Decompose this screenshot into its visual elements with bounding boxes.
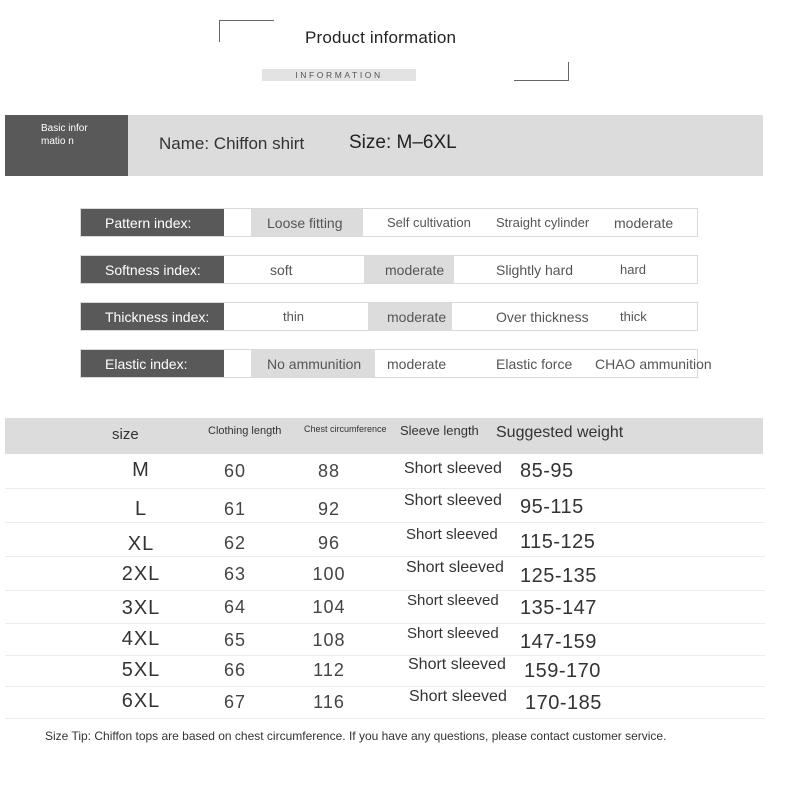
elastic-index-label: Elastic index: <box>81 350 224 377</box>
table-row-length: 62 <box>223 533 247 553</box>
header-clothing-length: Clothing length <box>208 425 282 437</box>
table-row-weight: 95-115 <box>520 496 584 518</box>
table-row-length: 63 <box>223 564 247 584</box>
table-row-chest: 104 <box>312 597 346 617</box>
softness-option-slightly-hard: Slightly hard <box>496 261 574 278</box>
page-subtitle: INFORMATION <box>262 69 416 81</box>
table-row-size: 5XL <box>121 659 161 681</box>
table-row-size: 3XL <box>121 597 161 619</box>
header-size: size <box>112 426 139 443</box>
table-row-weight: 159-170 <box>524 660 601 682</box>
softness-option-hard: hard <box>620 262 647 277</box>
basic-info-tag <box>5 115 128 176</box>
table-row-chest: 108 <box>312 630 346 650</box>
header-sleeve-length: Sleeve length <box>400 423 479 438</box>
table-row-size: M <box>132 459 150 481</box>
row-divider <box>5 556 765 557</box>
table-row-weight: 115-125 <box>520 531 596 553</box>
table-row-chest: 92 <box>317 499 341 519</box>
elastic-option-chao-ammunition: CHAO ammunition <box>595 355 712 372</box>
row-divider <box>5 488 765 489</box>
elastic-option-elastic-force: Elastic force <box>496 355 573 372</box>
table-row-length: 67 <box>223 692 247 712</box>
pattern-option-moderate: moderate <box>614 214 674 231</box>
product-size-range: Size: M–6XL <box>349 132 457 153</box>
thickness-option-thin: thin <box>283 309 304 324</box>
table-row-sleeve: Short sleeved <box>407 592 499 609</box>
row-divider <box>5 686 765 687</box>
thickness-option-over-thickness: Over thickness <box>496 308 589 325</box>
pattern-index-label: Pattern index: <box>81 209 224 236</box>
table-row-size: 2XL <box>121 563 161 585</box>
pattern-option-straight-cylinder: Straight cylinder <box>496 215 590 230</box>
row-divider <box>5 655 765 656</box>
header-corner-bottom-right <box>514 62 569 81</box>
pattern-option-loose-fitting: Loose fitting <box>251 209 363 236</box>
softness-option-moderate: moderate <box>364 256 454 283</box>
table-row-chest: 112 <box>313 660 345 680</box>
row-divider <box>5 590 765 591</box>
table-row-sleeve: Short sleeved <box>406 559 504 576</box>
table-row-weight: 85-95 <box>520 460 574 482</box>
table-row-sleeve: Short sleeved <box>404 460 502 477</box>
product-name: Name: Chiffon shirt <box>159 134 305 153</box>
table-row-chest: 100 <box>312 564 346 584</box>
table-row-sleeve: Short sleeved <box>407 625 499 642</box>
softness-index-label: Softness index: <box>81 256 224 283</box>
page-title: Product information <box>305 28 457 47</box>
softness-option-soft: soft <box>270 261 293 278</box>
header-suggested-weight: Suggested weight <box>496 424 624 441</box>
table-row-size: 4XL <box>121 628 161 650</box>
table-row-chest: 96 <box>317 533 341 553</box>
table-row-weight: 147-159 <box>520 631 597 653</box>
table-row-size: XL <box>127 533 155 555</box>
table-row-sleeve: Short sleeved <box>409 688 507 705</box>
table-row-length: 65 <box>223 630 247 650</box>
table-row-size: L <box>134 498 148 520</box>
table-row-length: 64 <box>223 597 247 617</box>
elastic-option-no-ammunition: No ammunition <box>251 350 375 377</box>
row-divider <box>5 522 765 523</box>
table-row-chest: 116 <box>313 692 345 712</box>
table-row-length: 61 <box>223 499 247 519</box>
table-row-chest: 88 <box>317 461 341 481</box>
basic-info-tag-label: Basic informatio n <box>41 123 88 147</box>
thickness-option-thick: thick <box>620 309 647 324</box>
row-divider <box>5 623 765 624</box>
elastic-index-row <box>80 349 712 378</box>
pattern-index-row <box>80 208 698 237</box>
size-tip: Size Tip: Chiffon tops are based on chest circumference. If you have any questions, please contact customer service. <box>45 729 667 743</box>
table-row-weight: 135-147 <box>520 597 597 619</box>
table-row-sleeve: Short sleeved <box>406 526 498 543</box>
row-divider <box>5 718 765 719</box>
table-row-sleeve: Short sleeved <box>408 656 506 673</box>
table-row-length: 60 <box>223 461 247 481</box>
table-row-weight: 170-185 <box>525 692 602 714</box>
table-row-weight: 125-135 <box>520 565 597 587</box>
thickness-index-row <box>80 302 698 331</box>
header-corner-top-left <box>219 20 274 42</box>
table-row-sleeve: Short sleeved <box>404 492 502 509</box>
thickness-index-label: Thickness index: <box>81 303 224 330</box>
elastic-option-moderate: moderate <box>387 355 447 372</box>
header-chest-circumference: Chest circumference <box>304 424 387 434</box>
pattern-option-self-cultivation: Self cultivation <box>387 215 471 230</box>
thickness-option-moderate: moderate <box>368 303 452 330</box>
softness-index-row <box>80 255 698 284</box>
table-row-size: 6XL <box>121 690 161 712</box>
table-row-length: 66 <box>223 660 247 680</box>
